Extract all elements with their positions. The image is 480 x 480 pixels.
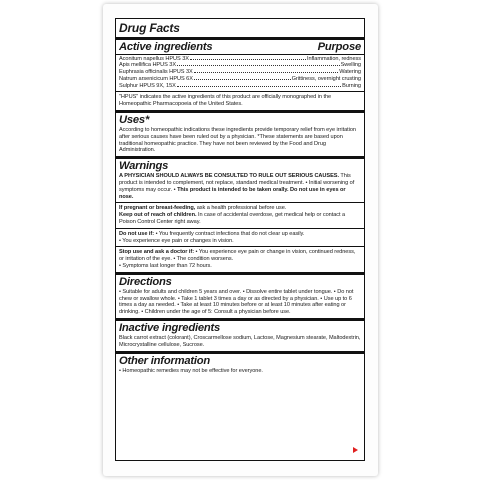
uses-heading: Uses* <box>119 114 150 127</box>
ingredient-row <box>119 69 361 76</box>
ingredient-row <box>119 83 361 90</box>
directions-text: • Suitable for adults and children 5 years and over. • Dissolve entire tablet under tongue. • Do not chew or swallow whole. • Take 1 tablet 3 times a day or as directed by a physician. • Use up to 6 times a day as needed. • Take at least 10 minutes before or at least 10 minutes after eating or drinking. • Children under the age of 5: Consult a physician before use. <box>119 288 354 316</box>
purpose-heading: Purpose <box>317 41 361 53</box>
children-warning: Keep out of reach of children. In case of accidental overdose, get medical help or contact a Poison Control Center right away. <box>119 212 346 226</box>
title-section <box>116 19 364 37</box>
active-ingredients-section <box>116 37 364 110</box>
continue-arrow-icon <box>353 447 358 453</box>
ingredient-name: Apis mellifica HPUS 3X <box>119 62 177 69</box>
uses-section <box>116 110 364 156</box>
oral-use-warning: This product is intended to be taken orally. Do not use in eyes or nose. <box>119 186 346 200</box>
directions-section <box>116 272 364 318</box>
warnings-main-text: A PHYSICIAN SHOULD ALWAYS BE CONSULTED TO RULE OUT SERIOUS CAUSES. This product is intended to complement, not replace, standard medical treatment. • Initial worsening of symptoms may occur. • This product is intended to be taken orally. Do not use in eyes or nose. <box>119 173 355 200</box>
ingredient-row <box>119 56 361 63</box>
inactive-ingredients-section <box>116 318 364 351</box>
ingredient-name: Aconitum napellus HPUS 3X <box>119 55 189 62</box>
warnings-heading: Warnings <box>119 160 169 173</box>
do-not-use-item: Do not use if: • You frequently contract infections that do not clear up easily. <box>119 230 305 237</box>
other-information-heading: Other information <box>119 354 211 367</box>
ingredient-purpose: Burning <box>342 82 361 89</box>
other-information-section <box>116 351 364 377</box>
ingredient-purpose: Inflammation, redness <box>307 55 361 62</box>
drug-facts-panel <box>115 18 365 461</box>
do-not-use-item: • You experience eye pain or changes in vision. <box>119 237 234 244</box>
ingredient-name: Euphrasia officinalis HPUS 3X <box>119 69 193 76</box>
inactive-ingredients-text: Black carrot extract (colorant), Croscarmellose sodium, Lactose, Magnesium stearate, Maltodextrin, Microcrystalline cellulose, Sucrose. <box>119 335 361 348</box>
active-ingredients-heading: Active ingredients <box>119 41 213 53</box>
ingredient-name: Natrum arsenicicum HPUS 6X <box>119 75 193 82</box>
warnings-section <box>116 156 364 272</box>
ingredient-row <box>119 62 361 69</box>
stop-use-text: Stop use and ask a doctor if: • You experience eye pain or change in vision, continued redness, or irritation of the eye. • The condition worsens. <box>119 249 356 263</box>
ingredient-name: Sulphur HPUS 9X, 15X <box>119 82 176 89</box>
inactive-ingredients-heading: Inactive ingredients <box>119 322 221 335</box>
directions-heading: Directions <box>119 275 172 288</box>
other-information-text: • Homeopathic remedies may not be effective for everyone. <box>119 367 263 374</box>
ingredient-row <box>119 76 361 83</box>
physician-warning: A PHYSICIAN SHOULD ALWAYS BE CONSULTED TO RULE OUT SERIOUS CAUSES. <box>119 173 339 180</box>
stop-use-last: • Symptoms last longer than 72 hours. <box>119 263 212 270</box>
pregnancy-warning: If pregnant or breast-feeding, ask a health professional before use. <box>119 205 287 212</box>
drug-facts-title: Drug Facts <box>119 21 180 35</box>
hpus-note: "HPUS" indicates the active ingredients of this product are officially monographed in the Homeopathic Pharmacopoeia of the United States. <box>119 94 332 108</box>
ingredient-purpose: Swelling <box>340 62 361 69</box>
ingredient-purpose: Grittiness, overnight crusting <box>291 75 361 82</box>
uses-text: According to homeopathic indications these ingredients provide temporary relief from eye irritation after serious causes have been ruled out by a physician. *These statements are based upon traditional homeopathic practice. They have not been reviewed by the Food and Drug Administration. <box>119 127 356 154</box>
ingredient-purpose: Watering <box>339 69 361 76</box>
